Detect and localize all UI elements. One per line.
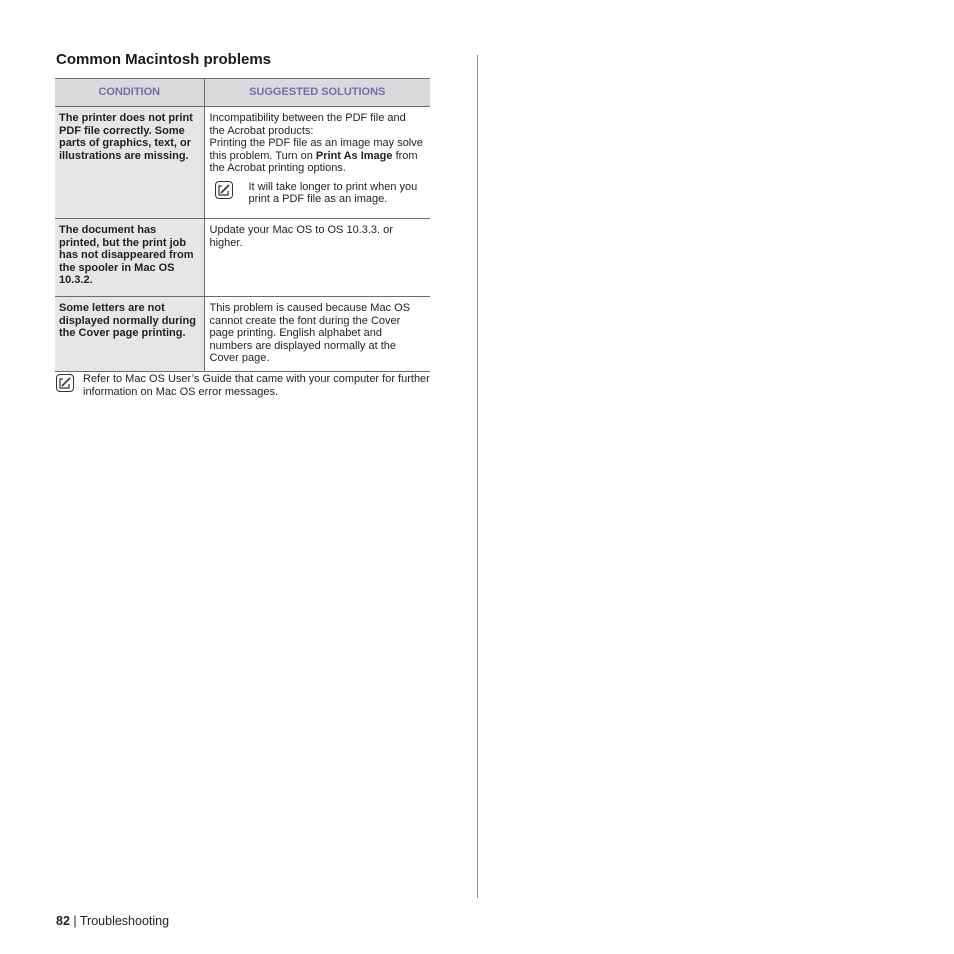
note-pencil-icon (215, 181, 233, 199)
condition-cell: The document has printed, but the print job has not disappeared from the spooler in Mac OS 10.3.2. (55, 219, 204, 297)
column-divider (477, 55, 478, 898)
mac-problems-table (55, 78, 430, 372)
solution-cell (204, 107, 430, 219)
table-row (55, 219, 430, 297)
condition-cell: The printer does not print PDF file correctly. Some parts of graphics, text, or illustrations are missing. (55, 107, 204, 219)
solution-cell: This problem is caused because Mac OS cannot create the font during the Cover page printing. English alphabet and numbers are displayed normally at the Cover page. (204, 297, 430, 372)
table-row (55, 107, 430, 219)
inline-note (215, 181, 425, 206)
page-title: Common Macintosh problems (56, 51, 272, 68)
bottom-note-text: Refer to Mac OS User’s Guide that came with your computer for further information on Mac OS error messages. (83, 373, 430, 398)
footer-section: Troubleshooting (79, 914, 170, 928)
header-condition: CONDITION (55, 79, 204, 107)
table-row (55, 297, 430, 372)
note-pencil-icon (56, 374, 74, 392)
table-header-row (55, 79, 430, 107)
bottom-note (56, 373, 430, 399)
solution-text: Incompatibility between the PDF file and the Acrobat products: (209, 112, 406, 137)
header-suggested-solutions: SUGGESTED SOLUTIONS (204, 79, 430, 107)
solution-cell: Update your Mac OS to OS 10.3.3. or higher. (204, 219, 430, 297)
footer-separator: | (69, 914, 80, 928)
condition-cell: Some letters are not displayed normally during the Cover page printing. (55, 297, 204, 372)
solution-bold-text: Print As Image (315, 149, 393, 162)
page-footer (56, 914, 169, 928)
page-number: 82 (56, 914, 70, 928)
solution-text: Printing the PDF file as an image may solve this problem. Turn on Print As Image from the Acrobat printing options. (209, 137, 423, 174)
inline-note-text: It will take longer to print when you print a PDF file as an image. (248, 180, 418, 205)
